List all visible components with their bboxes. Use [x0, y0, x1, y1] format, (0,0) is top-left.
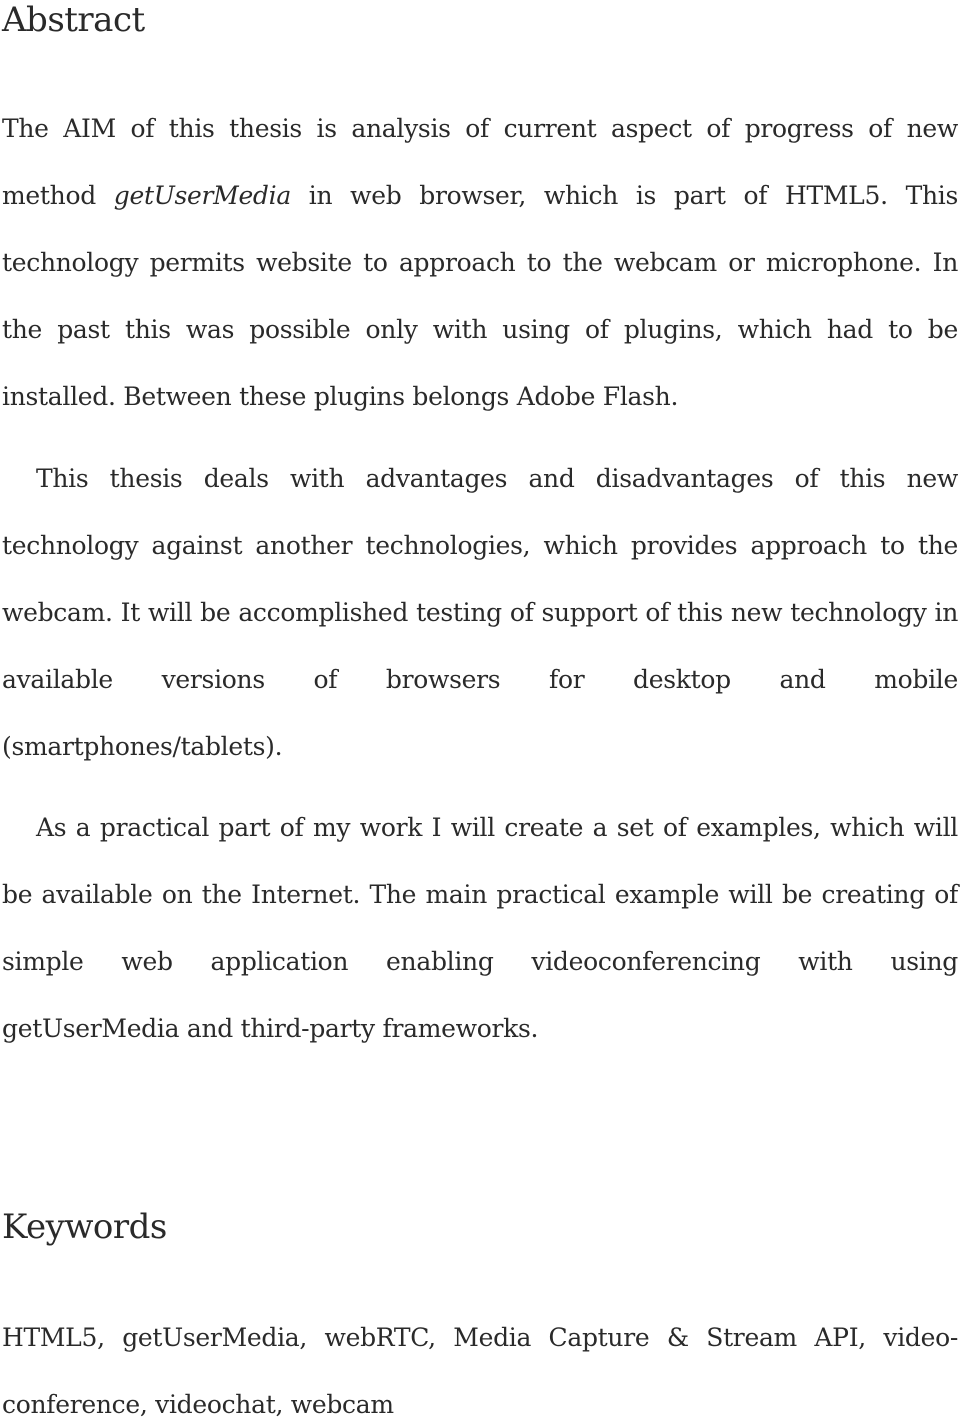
keywords-list: HTML5, getUserMedia, webRTC, Media Capture & Stream API, video-conference, videochat, webcam [2, 1323, 958, 1419]
abstract-paragraph-3: As a practical part of my work I will create a set of examples, which will be available on the Internet. The main practical example will be creating of simple web application enabling videoconferencing with using getUserMedia and third-party frameworks. [2, 813, 958, 1043]
abstract-paragraph-1 [2, 95, 958, 430]
abstract-p1-text-start: The AIM of this thesis is analysis of current aspect of progress of new method [2, 114, 958, 210]
abstract-p1-italic-term: getUserMedia [113, 181, 291, 210]
abstract-heading: Abstract [2, 0, 145, 40]
abstract-p1-text-end: in web browser, which is part of HTML5. This technology permits website to approach to the webcam or microphone. In the past this was possible only with using of plugins, which had to be installed. Between these plugins belongs Adobe Flash. [2, 181, 958, 411]
keywords-heading: Keywords [2, 1207, 167, 1247]
abstract-paragraph-2: This thesis deals with advantages and disadvantages of this new technology against another technologies, which provides approach to the webcam. It will be accomplished testing of support of this new technology in available versions of browsers for desktop and mobile (smartphones/tablets). [2, 464, 958, 761]
